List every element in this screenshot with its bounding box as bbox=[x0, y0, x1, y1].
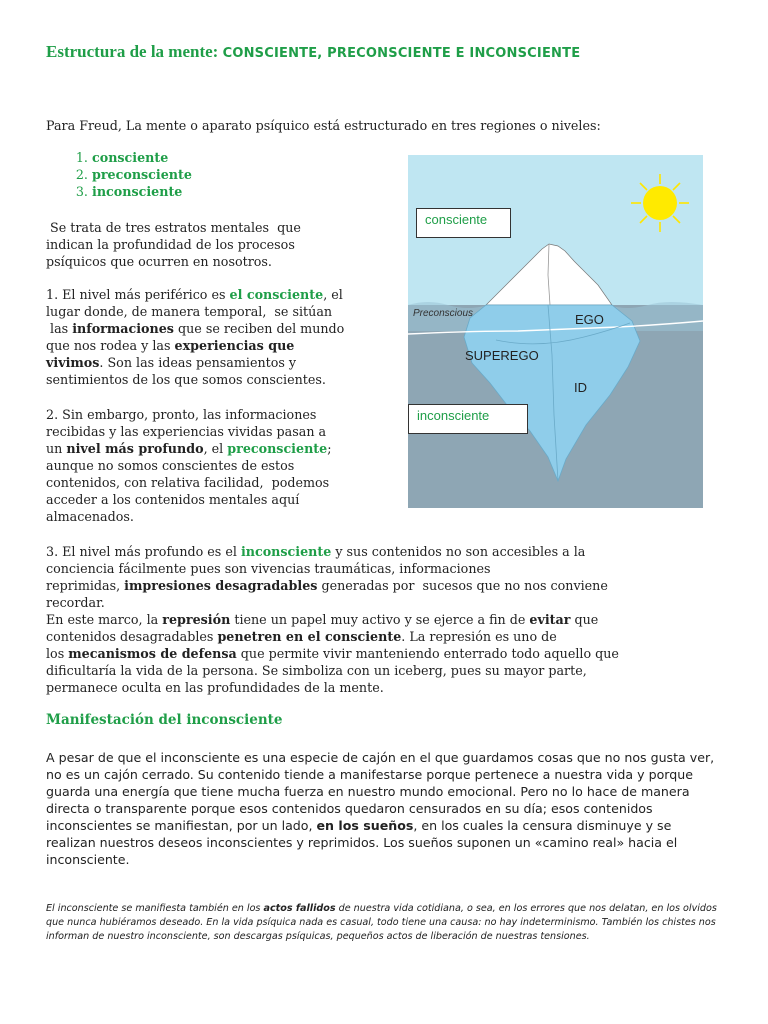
paragraph-consciente: 1. El nivel más periférico es el consciente, el lugar donde, de manera temporal, se sitúan las informaciones que se reciben del mundo que nos rodea y las experiencias que vivimos. Son las ideas pensamientos y sentimientos de los que somos conscientes. bbox=[46, 287, 345, 387]
levels-list bbox=[70, 149, 192, 200]
inconsciente-label-box: inconsciente bbox=[408, 404, 528, 434]
paragraph-preconsciente: 2. Sin embargo, pronto, las informaciones recibidas y las experiencias vividas pasan a un nivel más profundo, el preconsciente; aunque no somos conscientes de estos contenidos, con relativa facilidad, podemos acceder a los contenidos mentales aquí almacenados. bbox=[46, 407, 332, 524]
list-item: 3. inconsciente bbox=[92, 183, 192, 200]
estratos-paragraph: Se trata de tres estratos mentales que indican la profundidad de los procesos psíquicos que ocurren en nosotros. bbox=[46, 220, 301, 269]
intro-paragraph: Para Freud, La mente o aparato psíquico está estructurado en tres regiones o niveles: bbox=[46, 118, 601, 133]
consciente-label-box: consciente bbox=[416, 208, 511, 238]
section-heading: Manifestación del inconsciente bbox=[46, 712, 283, 728]
manifestation-paragraph: A pesar de que el inconsciente es una especie de cajón en el que guardamos cosas que no nos gusta ver, no es un cajón cerrado. Su contenido tiende a manifestarse porque pertenece a nuestra vida y porque guarda una energía que tiene mucha fuerza en nuestro mundo emocional. Pero no lo hace de manera directa o transparente porque esos contenidos quedaron censurados en su día; esos contenidos inconscientes se manifiestan, por un lado, en los sueños, en los cuales la censura disminuye y se realizan nuestros deseos inconscientes y reprimidos. Los sueños suponen un «camino real» hacia el inconsciente. bbox=[46, 750, 715, 867]
list-item: 1. consciente bbox=[92, 149, 192, 166]
id-label: ID bbox=[574, 380, 587, 395]
iceberg-diagram bbox=[408, 155, 703, 508]
paragraph-inconsciente: 3. El nivel más profundo es el inconsciente y sus contenidos no son accesibles a la conciencia fácilmente pues son vivencias traumáticas, informaciones reprimidas, impresiones desagradables generadas por sucesos que no nos conviene recordar. En este marco, la represión tiene un papel muy activo y se ejerce a fin de evitar que contenidos desagradables penetren en el consciente. La represión es uno de los mecanismos de defensa que permite vivir manteniendo enterrado todo aquello que dificultaría la vida de la persona. Se simboliza con un iceberg, pues su mayor parte, permanece oculta en las profundidades de la mente. bbox=[46, 544, 619, 695]
title-main: Estructura de la mente: bbox=[46, 42, 219, 61]
page-title bbox=[46, 42, 580, 62]
superego-label: SUPEREGO bbox=[465, 348, 539, 363]
ego-label: EGO bbox=[575, 312, 604, 327]
preconscious-label: Preconscious bbox=[413, 308, 474, 319]
list-item: 2. preconsciente bbox=[92, 166, 192, 183]
title-sub: CONSCIENTE, PRECONSCIENTE E INCONSCIENTE bbox=[222, 46, 581, 61]
note-paragraph: El inconsciente se manifiesta también en los actos fallidos de nuestra vida cotidiana, o sea, en los errores que nos delatan, en los olvidos que nunca hubiéramos deseado. En la vida psíquica nada es casual, todo tiene una causa: no hay indeterminismo. También los chistes nos informan de nuestro inconsciente, son descargas psíquicas, pequeños actos de liberación de nuestras tensiones. bbox=[46, 903, 717, 942]
